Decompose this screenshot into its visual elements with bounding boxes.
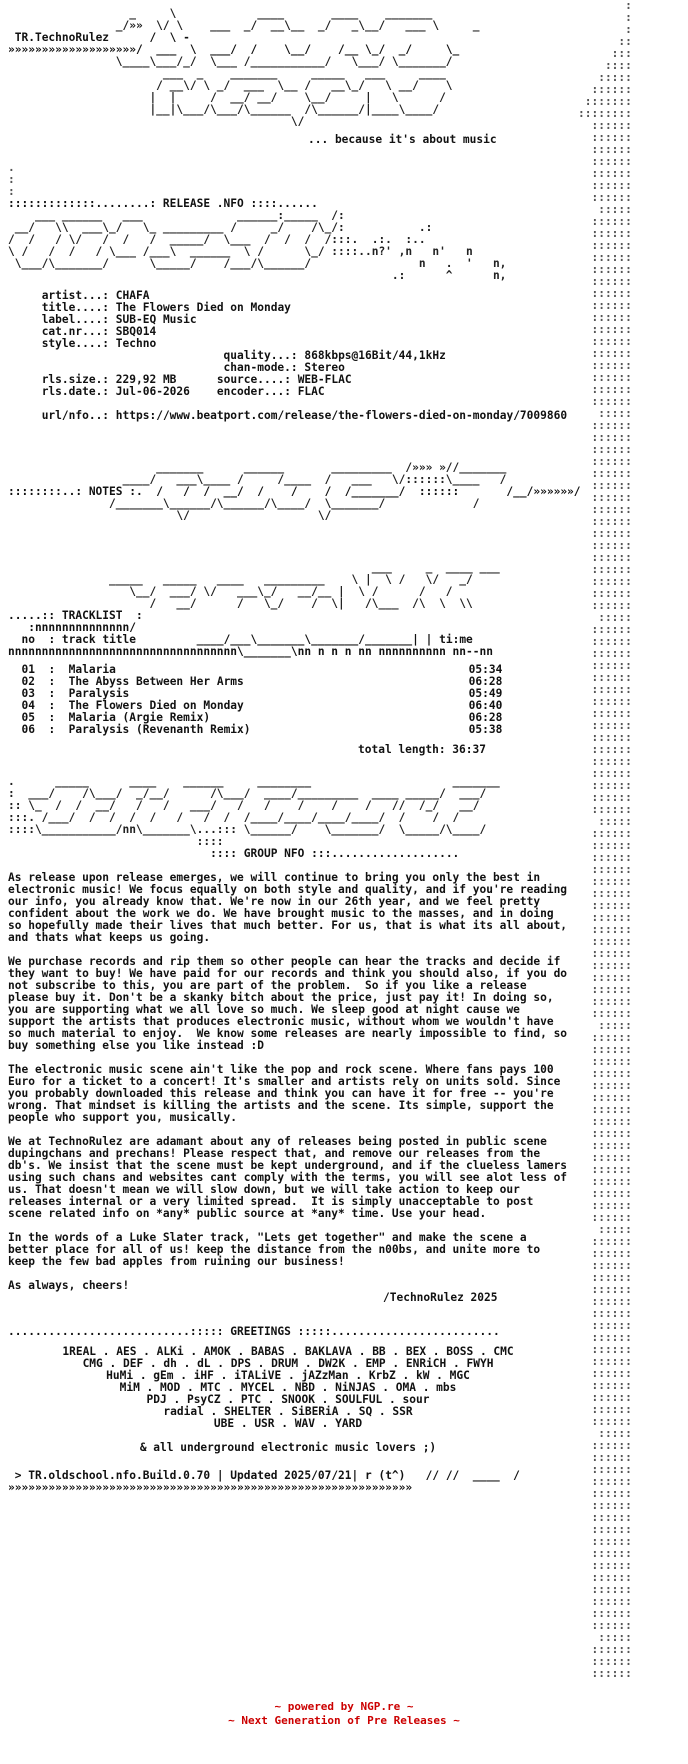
build-text: > TR.oldschool.nfo.Build.0.70 | Updated 2025/07/21| r (t^) (14, 1469, 406, 1482)
track-time: 05:34 (468, 663, 503, 676)
size-value: 229,92 MB (115, 373, 177, 386)
track-row: 03 : Paralysis 05:49 (21, 687, 503, 700)
track-no: 05 (21, 711, 35, 724)
tracklist-header: no : track title ____/___\_______\_______/_______| | ti:me (21, 633, 473, 646)
track-row: 04 : The Flowers Died on Monday 06:40 (21, 699, 503, 712)
group-text (8, 872, 688, 1292)
encoder-label: encoder...: (216, 385, 291, 398)
track-no: 04 (21, 699, 35, 712)
track-time: 06:28 (468, 675, 503, 688)
greetings-line: 1REAL . AES . ALKi . AMOK . BABAS . BAKLAVA . BB . BEX . BOSS . CMC (62, 1345, 514, 1358)
size-label: rls.size.: (41, 373, 110, 386)
dots-top: . : : (8, 161, 15, 198)
tracklist-logo-art: ___ _ ____ ___ _____ _____ ____ _________ \ | \ / \/ _/ \__/ ___/ \/ ___\_/ __/__ | \ / / / / __/ / \_/ / \| /\___ /\ \ \\ (109, 561, 500, 610)
artist-label: artist...: (41, 289, 110, 302)
track-row: 05 : Malaria (Argie Remix) 06:28 (21, 711, 503, 724)
track-title: The Abyss Between Her Arms (68, 675, 244, 688)
notes-label: ::::::::..: NOTES :. (8, 485, 143, 498)
source-label: source....: (216, 373, 291, 386)
track-no: 02 (21, 675, 35, 688)
group-tag: TR.TechnoRulez (14, 31, 110, 44)
url-label: url/nfo..: (41, 409, 110, 422)
tracklist-label: .....:: TRACKLIST : (8, 609, 143, 622)
quality-value: 868kbps@16Bit/44,1kHz (304, 349, 446, 362)
footer-arrows: »»»»»»»»»»»»»»»»»»»»»»»»»»»»»»»»»»»»»»»»»»»»»»»»»»»»»»»»»»»» (8, 1481, 413, 1494)
track-no: 01 (21, 663, 35, 676)
right-ascii-column: : : : :: ::: :::: ::::: :::::: ::::::: :::::::: :::::: :::::: :::::: :::::: :::::: :::::: :::::: ::::: :::::: :::::: :::::: :::::: :::::: :::::: :::::: :::::: :::::: :::::: :::::: :::::: :::::: :::::: :::::: :::::: ::::: :::::: :::::: :::::: :::::: :::::: :::::: :::::: :::::: :::::: :::::: :::::: :::::: :::::: :::::: :::::: :::::: ::::: :::::: :::::: :::::: :::::: :::::: :::::: :::::: :::::: :::::: :::::: :::::: :::::: :::::: :::::: :::::: :::::: ::::: :::::: :::::: :::::: :::::: :::::: :::::: :::::: :::::: :::::: :::::: :::::: :::::: :::::: :::::: :::::: :::::: ::::: :::::: :::::: :::::: :::::: :::::: :::::: :::::: :::::: :::::: :::::: :::::: :::::: :::::: :::::: :::::: :::::: ::::: :::::: :::::: :::::: :::::: :::::: :::::: :::::: :::::: :::::: :::::: :::::: :::::: :::::: :::::: :::::: :::::: ::::: :::::: :::::: :::::: :::::: :::::: :::::: :::::: :::::: :::::: :::::: :::::: :::::: :::::: :::::: :::::: :::::: ::::: :::::: :::::: :::::: (578, 0, 632, 1680)
total-length: total length: 36:37 (358, 743, 486, 756)
notes-label-row: ::::::::..: NOTES :. / / / __/ / / / /_______/ :::::: /__/»»»»»»/ (8, 485, 581, 498)
greetings-label: ...........................::::: GREETINGS :::::......................... (8, 1325, 500, 1338)
tracklist-rule: nnnnnnnnnnnnnnnnnnnnnnnnnnnnnnnnnn\_______\nn n n n nn nnnnnnnnnn nn--nn (8, 645, 493, 658)
label-label: label....: (41, 313, 110, 326)
greetings-line: radial . SHELTER . SiBERiA . SQ . SSR (163, 1405, 413, 1418)
source-value: WEB-FLAC (297, 373, 352, 386)
release-info (8, 290, 688, 422)
greetings-line: MiM . MOD . MTC . MYCEL . NBD . NiNJAS . OMA . mbs (119, 1381, 457, 1394)
url-value[interactable]: https://www.beatport.com/release/the-flowers-died-on-monday/7009860 (115, 409, 568, 422)
title-value: The Flowers Died on Monday (115, 301, 291, 314)
title-label: title....: (41, 301, 110, 314)
greetings-line: CMG . DEF . dh . dL . DPS . DRUM . DW2K . EMP . ENRiCH . FWYH (82, 1357, 494, 1370)
group-paragraph: The electronic music scene ain't like the pop and rock scene. Where fans pays 100 Euro for a ticket to a concert! It's smaller and artists rely on units sold. Since you probably downloaded this release and think you can have it for free -- you're wrong. That mindset is killing the artists and the scene. Its simple, support the people who support you, musically. (8, 1063, 568, 1124)
date-label: rls.date.: (41, 385, 110, 398)
tracklist-underline: :nnnnnnnnnnnnnn/ (8, 621, 136, 634)
track-title: The Flowers Died on Monday (68, 699, 244, 712)
track-title: Malaria (Argie Remix) (68, 711, 211, 724)
url-row (8, 410, 688, 422)
greetings-line: PDJ . PsyCZ . PTC . SNOOK . SOULFUL . sour (146, 1393, 430, 1406)
header-arrows: »»»»»»»»»»»»»»»»»»»/ ___ \ ___/ / \__/ /__ \_/ _/ \_ (8, 43, 460, 56)
release-logo-art: ___ ______ ___ ______:_____ /: __/ \\ ___\_/ \_ _________ / _/ /\_/: .: / / / \/ / / / _____/ \___ / / / /:::. .:. :.. \ / / / / \___ /___\ ______ \ / \_/ ::::..n?' ,n n' n \___/\_______/ \_____/ /___/\______/ n . ' n, .: ^ n, (8, 209, 507, 282)
notes-logo-art-2: /_______\______/\______/\____/ \_______/ / \/ \/ (109, 497, 480, 522)
header-logo-art: _ \ ____ ____ _______ _/»» \/ \ ___ _/ __\__ _/ _\__/ ___ \ _ (115, 7, 480, 32)
col-title: : track title (48, 633, 137, 646)
date-encoder-row (8, 386, 688, 398)
col-no: no (21, 633, 35, 646)
chanmode-label: chan-mode.: (223, 361, 298, 374)
group-paragraph: As release upon release emerges, we will continue to bring you only the best in electronic music! We focus equally on both style and quality, and if you're reading our info, you already know that. We're now in our 26th year, and we feel pretty confident about the work we do. We have brought music to the masses, and in doing so hopefully made their lives that much better. For us, that is what its all about, and thats what keeps us going. (8, 871, 574, 944)
track-row: 02 : The Abyss Between Her Arms 06:28 (21, 675, 503, 688)
release-nfo-label: :::::::::::::........: RELEASE .NFO ::::...... (8, 197, 318, 210)
group-paragraph: As always, cheers! (8, 1279, 130, 1292)
notes-logo-art: _______ ______ _________ /»»» »//_______ ____/ ___\____ / /____ / ___ \/::::::\____ / (122, 461, 507, 486)
track-list (8, 664, 688, 736)
track-title: Paralysis (Revenanth Remix) (68, 723, 251, 736)
track-time: 05:49 (468, 687, 503, 700)
track-time: 06:28 (468, 711, 503, 724)
ngp-tagline: ~ Next Generation of Pre Releases ~ (228, 1714, 460, 1727)
col-time: | ti:me (425, 633, 473, 646)
label-value: SUB-EQ Music (115, 313, 197, 326)
ngp-powered-line[interactable]: ~ powered by NGP.re ~ (274, 1700, 414, 1713)
track-title: Paralysis (68, 687, 130, 700)
track-time: 06:40 (468, 699, 503, 712)
encoder-value: FLAC (297, 385, 325, 398)
group-paragraph: We at TechnoRulez are adamant about any of releases being posted in public scene dupingchans and prechans! Please respect that, and remove our releases from the db's. We insist that the scene must be kept underground, and if the clueless lamers using such chans and websites cant comply with the terms, you will see alot less of us. That doesn't mean we will slow down, but we will take action to keep our releases internal or a very limited spread. It is simply unacceptable to post scene related info on *any* public source at *any* time. Use your head. (8, 1135, 574, 1220)
date-value: Jul-06-2026 (115, 385, 190, 398)
track-row: 06 : Paralysis (Revenanth Remix) 05:38 (21, 723, 503, 736)
catnr-label: cat.nr...: (41, 325, 110, 338)
track-title: Malaria (68, 663, 116, 676)
greetings-line: & all underground electronic music lovers ;) (139, 1441, 437, 1454)
track-time: 05:38 (468, 723, 503, 736)
arrows-left: »»»»»»»»»»»»»»»»»»» (8, 43, 136, 56)
track-no: 06 (21, 723, 35, 736)
chanmode-value: Stereo (304, 361, 345, 374)
track-no: 03 (21, 687, 35, 700)
group-label: :::: GROUP NFO :::................... (210, 847, 460, 860)
artist-value: CHAFA (115, 289, 150, 302)
style-value: Techno (115, 337, 157, 350)
catnr-value: SBQ014 (115, 325, 157, 338)
group-paragraph: In the words of a Luke Slater track, "Lets get together" and make the scene a better place for all of us! keep the distance from the n00bs, and unite more to keep the few bad apples from ruining our business! (8, 1231, 547, 1268)
header-logo-art-2: \____\___/_/ \___ /___________/ \___/ \_______/ ___ _ _______ _____ ___ ____ / __\/ \ _/ ___ \__ / __\_/ \ __/ \ | | / __/ __/ \__/ | \ / |__|\___/\___/\______ /\______/|____\____/ \/ (115, 55, 453, 128)
group-logo-art: . _____ ____ ______ ________ _______ : ___/ /\___/ _/__/ /\___/ ____/_________ ____ _____/ ___/ :: \_ / / __/ / / ___/ / / / / / // /_/ __/ :::. /___/ / / / / / / / /____/____/____/____/ / / / ::::\___________/nn\_______\...::: \______/ \_______/ \_____/\____/ :::: (8, 775, 500, 848)
greetings-line: UBE . USR . WAV . YARD (213, 1417, 363, 1430)
greetings-list (8, 1346, 568, 1454)
group-paragraph: We purchase records and rip them so other people can hear the tracks and decide if they want to buy! We have paid for our records and think you should also, if you do not subscribe to this, you are part of the problem. So if you like a release please buy it. Don't be a skanky bitch about the price, just pay it! In doing so, you are supporting what we all love so much. We sleep good at night cause we support the artists that produces electronic music, without whom we wouldn't have so much material to enjoy. We know some releases are nearly impossible to find, so buy something else you like instead :D (8, 955, 574, 1052)
quality-label: quality...: (223, 349, 298, 362)
nfo-document (8, 8, 688, 1494)
group-nfo-label (8, 848, 688, 860)
tagline: ... because it's about music (308, 133, 497, 146)
signature: /TechnoRulez 2025 (383, 1291, 498, 1304)
track-row: 01 : Malaria 05:34 (21, 663, 503, 676)
style-label: style....: (41, 337, 110, 350)
footer-build-row: > TR.oldschool.nfo.Build.0.70 | Updated 2025/07/21| r (t^) // // ____ / (14, 1469, 520, 1482)
header-group-tag: TR.TechnoRulez / \ - (14, 31, 190, 44)
greetings-line: HuMi . gEm . iHF . iTALiVE . jAZzMan . KrbZ . kW . MGC (106, 1369, 470, 1382)
